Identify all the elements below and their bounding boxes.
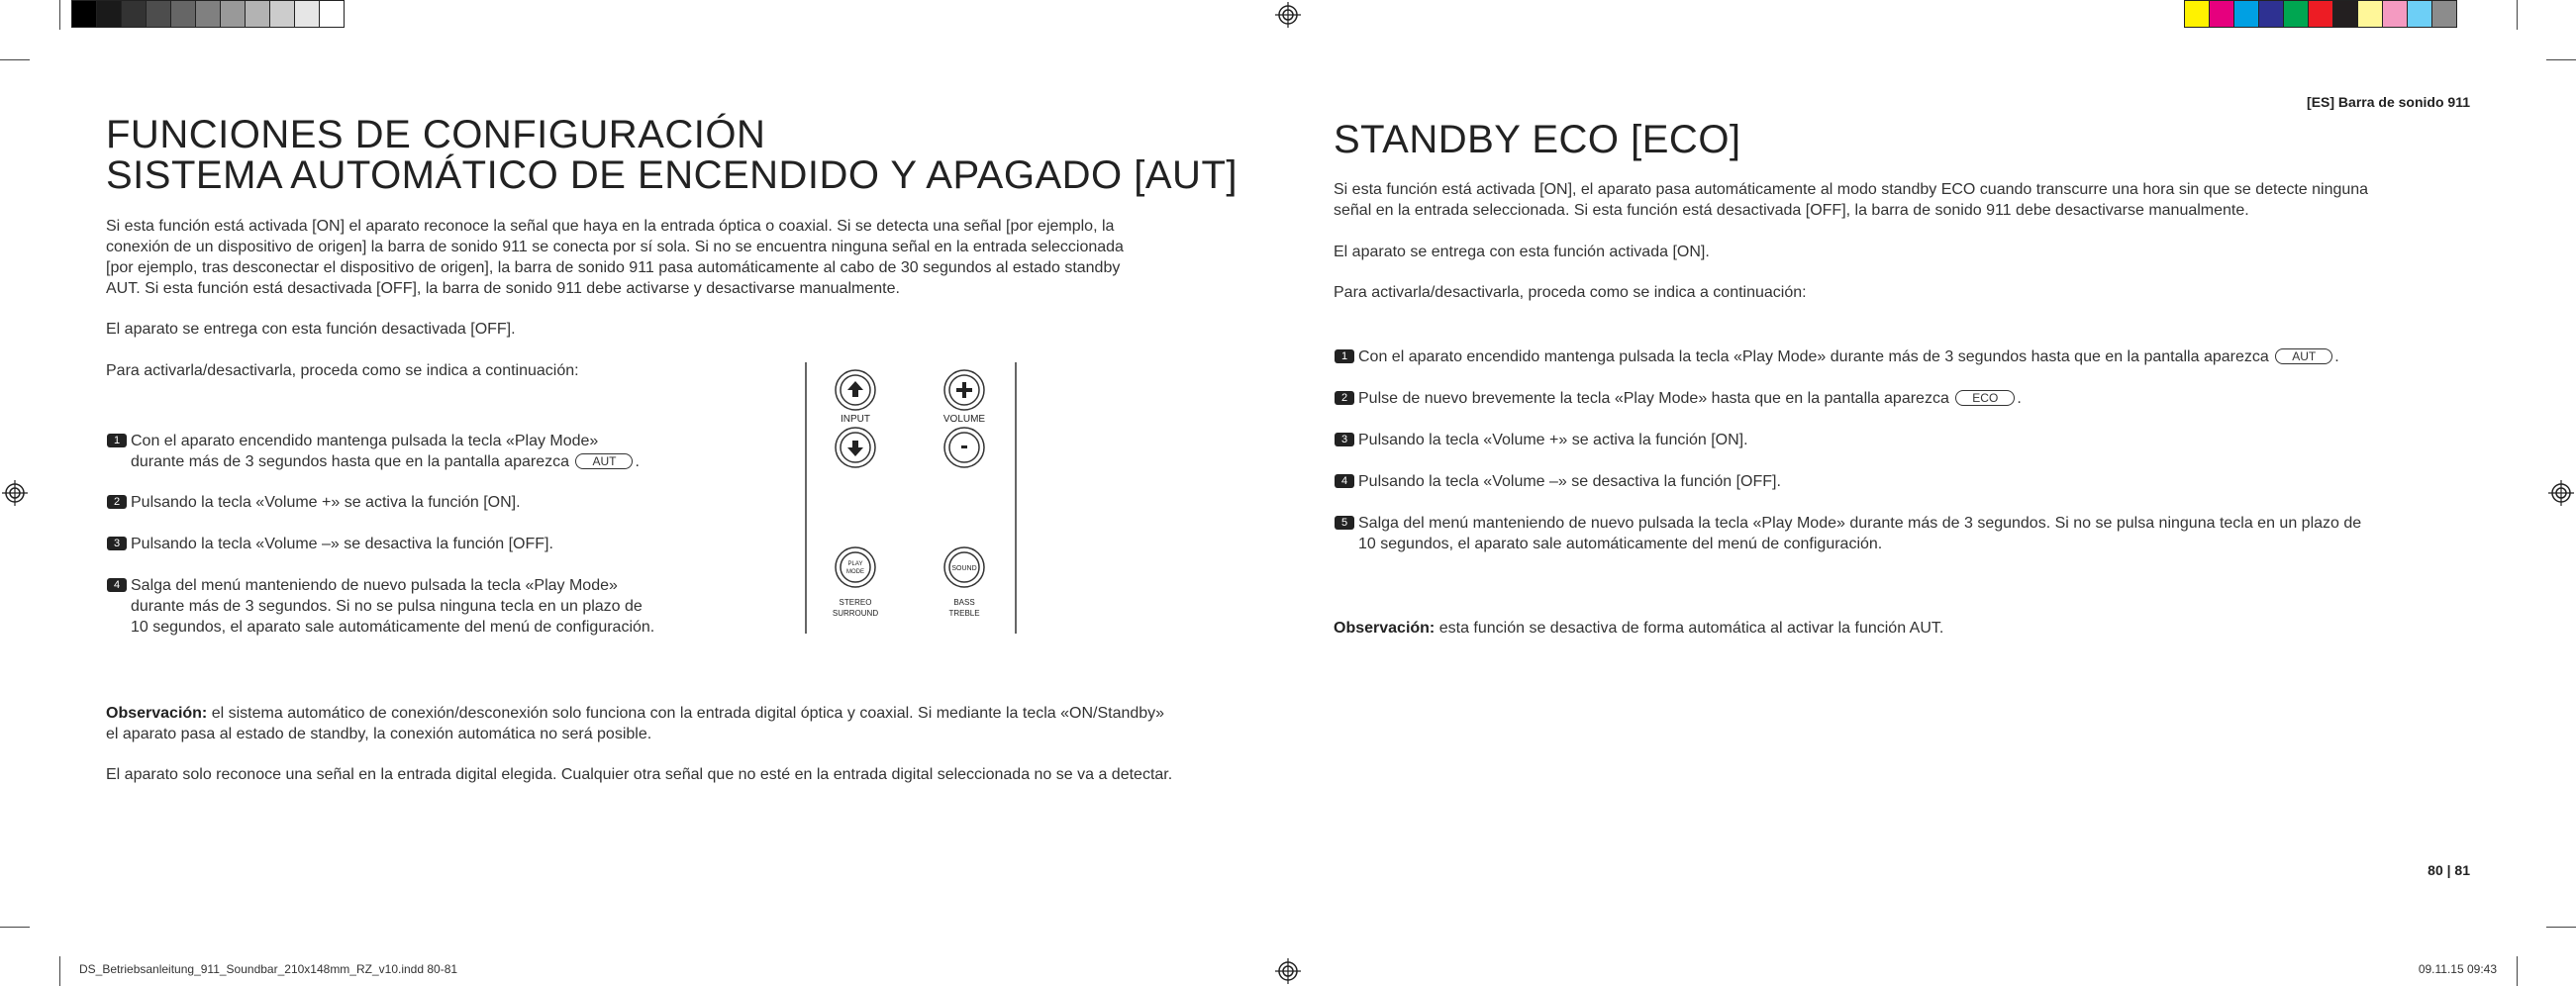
display-indicator-eco: ECO [1955, 390, 2015, 406]
crop-mark [0, 927, 30, 928]
remark-label: Observación: [106, 705, 208, 722]
color-swatch [2382, 0, 2408, 28]
step-text [1335, 388, 2483, 409]
color-swatch [220, 0, 246, 28]
color-swatch [2283, 0, 2309, 28]
step-text: Salga del menú manteniendo de nuevo pulsada la tecla «Play Mode» [131, 577, 618, 594]
color-swatch [2357, 0, 2383, 28]
step-number-badge: 2 [107, 495, 127, 509]
right-remark [1334, 618, 1943, 639]
step-text: Salga del menú manteniendo de nuevo pulsada la tecla «Play Mode» durante más de 3 segundos. Si no se pulsa ninguna tecla en un plazo de [1358, 515, 2362, 532]
left-intro-paragraph [106, 216, 1254, 299]
left-step-1 [107, 431, 721, 472]
right-step-5 [1335, 513, 2483, 554]
left-heading-line1: FUNCIONES DE CONFIGURACIÓN [106, 113, 766, 156]
step-number-badge: 5 [1335, 516, 1354, 530]
left-step-2 [107, 492, 721, 513]
running-head: [ES] Barra de sonido 911 [2307, 94, 2470, 110]
step-text: Pulsando la tecla «Volume –» se desactiva la función [OFF]. [1358, 473, 1781, 490]
color-swatch [121, 0, 147, 28]
remark-label: Observación: [1334, 620, 1436, 637]
right-step-4 [1335, 471, 2483, 492]
right-intro-paragraph [1334, 179, 2482, 221]
right-heading: STANDBY ECO [ECO] [1334, 118, 1741, 161]
play-mode-label-line2: MODE [846, 569, 864, 575]
color-swatch [2209, 0, 2234, 28]
color-swatch [2308, 0, 2333, 28]
crop-mark [2517, 956, 2518, 986]
remark-line: el aparato pasa al estado de standby, la conexión automática no será posible. [106, 726, 652, 742]
left-step-3 [107, 534, 721, 554]
step-number-badge: 1 [107, 434, 127, 447]
input-up-button-icon [836, 370, 875, 410]
color-swatch [2233, 0, 2259, 28]
step-number-badge: 1 [1335, 349, 1354, 363]
color-swatch [2407, 0, 2432, 28]
step-number-badge: 4 [1335, 474, 1354, 488]
grayscale-swatch-strip [71, 0, 344, 30]
color-swatch [96, 0, 122, 28]
step-text: 10 segundos, el aparato sale automáticamente del menú de configuración. [131, 619, 655, 636]
left-final-note: El aparato solo reconoce una señal en la entrada digital elegida. Cualquier otra señal que no esté en la entrada digital seleccionada no se va a detectar. [106, 766, 1173, 783]
control-panel-illustration [802, 362, 1020, 634]
remark-text: esta función se desactiva de forma automática al activar la función AUT. [1438, 620, 1944, 637]
sound-label: SOUND [951, 565, 977, 572]
color-swatch [2431, 0, 2457, 28]
remark-line [106, 703, 1274, 724]
right-step-2 [1335, 388, 2483, 409]
display-indicator-aut: AUT [575, 453, 633, 469]
volume-minus-button-icon [944, 428, 984, 467]
intro-line: AUT. Si esta función está desactivada [OFF], la barra de sonido 911 debe activarse y desactivarse manualmente. [106, 280, 900, 297]
color-swatch [71, 0, 97, 28]
registration-mark-icon [2548, 480, 2574, 506]
surround-label: SURROUND [832, 609, 879, 618]
color-swatch [2332, 0, 2358, 28]
left-step-4 [107, 575, 741, 638]
right-procedure-intro: Para activarla/desactivarla, proceda como se indica a continuación: [1334, 284, 1807, 301]
intro-line: conexión de un dispositivo de origen] la barra de sonido 911 se conecta por sí sola. Si no se encuentra ninguna señal en la entrada seleccionada [106, 239, 1124, 255]
step-text: Con el aparato encendido mantenga pulsada la tecla «Play Mode» [131, 433, 599, 449]
input-down-button-icon [836, 428, 875, 467]
step-number-badge: 3 [107, 537, 127, 550]
step-text-line: Pulse de nuevo brevemente la tecla «Play Mode» hasta que en la pantalla aparezca [1358, 390, 1949, 407]
crop-mark [2517, 0, 2518, 30]
step-number-badge: 3 [1335, 433, 1354, 446]
crop-mark [2546, 927, 2576, 928]
intro-line: Si esta función está activada [ON] el aparato reconoce la señal que haya en la entrada óptica o coaxial. Si se detecta una señal [por ejemplo, la [106, 218, 1115, 235]
step-tail: . [635, 453, 640, 470]
remark-text: el sistema automático de conexión/desconexión solo funciona con la entrada digital óptica y coaxial. Si mediante la tecla «ON/Standby» [211, 705, 1165, 722]
step-text: Pulsando la tecla «Volume +» se activa la función [ON]. [131, 494, 521, 511]
intro-line: Si esta función está activada [ON], el aparato pasa automáticamente al modo standby ECO cuando transcurre una hora sin que se detecte ninguna [1334, 181, 2369, 198]
left-procedure-intro: Para activarla/desactivarla, proceda como se indica a continuación: [106, 362, 579, 379]
left-heading-line2: SISTEMA AUTOMÁTICO DE ENCENDIDO Y APAGADO [AUT] [106, 153, 1238, 197]
registration-mark-icon [1275, 958, 1301, 984]
registration-mark-icon [1275, 2, 1301, 28]
footer-datetime: 09.11.15 09:43 [2418, 962, 2497, 976]
footer-filename: DS_Betriebsanleitung_911_Soundbar_210x148mm_RZ_v10.indd 80-81 [79, 962, 458, 976]
bass-label: BASS [953, 598, 975, 607]
step-tail: . [2017, 390, 2022, 407]
crop-mark [2546, 59, 2576, 60]
treble-label: TREBLE [948, 609, 980, 618]
color-swatch [2184, 0, 2210, 28]
step-text: Pulsando la tecla «Volume +» se activa la función [ON]. [1358, 432, 1748, 448]
color-swatch [269, 0, 295, 28]
intro-line: señal en la entrada seleccionada. Si esta función está desactivada [OFF], la barra de sonido 911 debe desactivarse manualmente. [1334, 202, 2249, 219]
display-indicator-aut: AUT [2275, 348, 2332, 364]
step-text: durante más de 3 segundos. Si no se pulsa ninguna tecla en un plazo de [131, 598, 643, 615]
right-step-1 [1335, 346, 2483, 367]
step-text [1335, 346, 2483, 367]
right-delivery-note: El aparato se entrega con esta función activada [ON]. [1334, 244, 1710, 260]
step-tail: . [2334, 348, 2339, 365]
registration-mark-icon [2, 480, 28, 506]
crop-mark [0, 59, 30, 60]
color-swatch [146, 0, 171, 28]
color-swatch [319, 0, 345, 28]
volume-plus-button-icon [944, 370, 984, 410]
color-swatch [2258, 0, 2284, 28]
volume-label: VOLUME [942, 414, 986, 425]
left-remark [106, 703, 1274, 744]
left-delivery-note: El aparato se entrega con esta función desactivada [OFF]. [106, 321, 516, 338]
intro-line: [por ejemplo, tras desconectar el dispositivo de origen], la barra de sonido 911 pasa automáticamente al cabo de 30 segundos al estado standby [106, 259, 1121, 276]
color-swatch [294, 0, 320, 28]
step-number-badge: 2 [1335, 391, 1354, 405]
right-step-3 [1335, 430, 2483, 450]
crop-mark [59, 0, 60, 30]
page-numbers: 80 | 81 [2427, 862, 2470, 878]
stereo-label: STEREO [839, 598, 872, 607]
step-text-line: durante más de 3 segundos hasta que en la pantalla aparezca [131, 453, 569, 470]
step-text: Pulsando la tecla «Volume –» se desactiva la función [OFF]. [131, 536, 553, 552]
color-swatch-strip [2184, 0, 2456, 30]
color-swatch [245, 0, 270, 28]
step-text: 10 segundos, el aparato sale automáticamente del menú de configuración. [1358, 536, 1883, 552]
step-text-line: Con el aparato encendido mantenga pulsada la tecla «Play Mode» durante más de 3 segundos hasta que en la pantalla aparezca [1358, 348, 2269, 365]
play-mode-button-icon [836, 547, 875, 587]
play-mode-label-line1: PLAY [847, 561, 863, 567]
color-swatch [170, 0, 196, 28]
color-swatch [195, 0, 221, 28]
input-label: INPUT [841, 414, 870, 425]
step-number-badge: 4 [107, 578, 127, 592]
crop-mark [59, 956, 60, 986]
step-text [107, 451, 721, 472]
